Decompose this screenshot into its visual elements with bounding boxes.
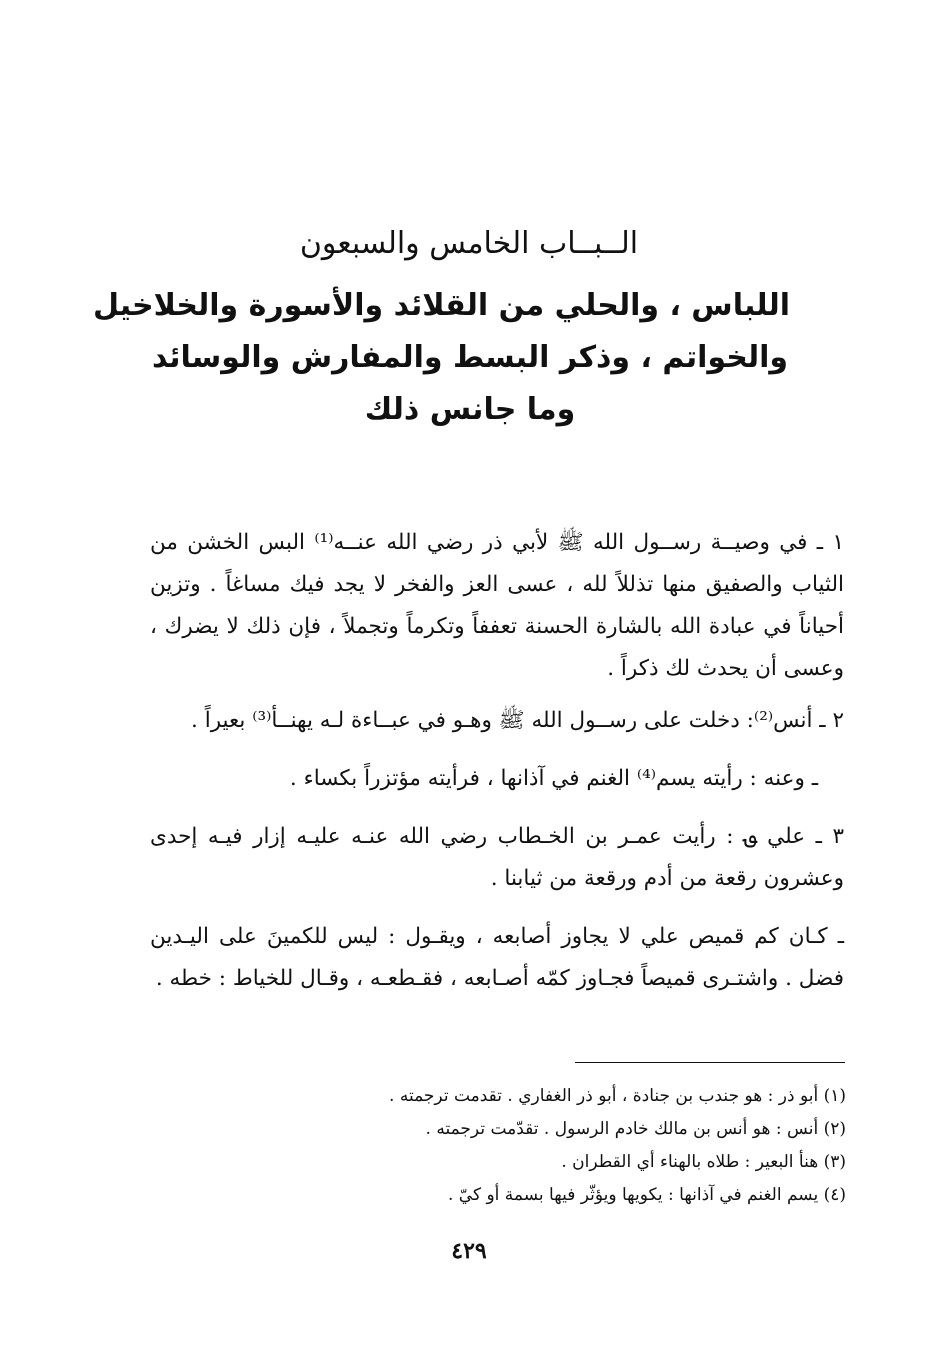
paragraph-3: ـ وعنه : رأيته يسم⁽⁴⁾ الغنم في آذانها ، فرأيته مؤتزراً بكساء . — [289, 766, 818, 791]
chapter-title — [92, 280, 790, 436]
paragraph-5: ـ كـان كم قميص علي لا يجاوز أصابعه ، ويقـول : ليس للكمينَ على اليـدين فضل . واشتـرى قميصاً فجـاوز كمّه أصـابعه ، فقـطعـه ، وقـال للخياط : خطه . — [150, 924, 844, 991]
paragraph-4: ٣ ـ علي ؈ : رأيت عمـر بن الخـطاب رضي الله عنـه عليـه إزار فيـه إحدى وعشرون رقعة من أدم ورقعة من ثيابنا . — [150, 824, 844, 891]
body-text — [150, 522, 844, 1000]
footnote-divider — [575, 1062, 845, 1063]
chapter-heading: الــبــاب الخامس والسبعون — [299, 226, 639, 261]
footnote-3: (٣) هنأ البعير : طلاه بالهناء أي القطران . — [561, 1152, 846, 1172]
page-number: ٤٢٩ — [451, 1238, 487, 1264]
footnotes — [300, 1080, 846, 1212]
footnote-1: (١) أبو ذر : هو جندب بن جنادة ، أبو ذر الغفاري . تقدمت ترجمته . — [389, 1086, 846, 1106]
footnote-4: (٤) يسم الغنم في آذانها : يكويها ويؤثّر فيها بسمة أو كيّ . — [448, 1185, 846, 1205]
footnote-2: (٢) أنس : هو أنس بن مالك خادم الرسول . تقدّمت ترجمته . — [425, 1119, 846, 1139]
paragraph-1: ١ ـ في وصيــة رســول الله ﷺ لأبي ذر رضي الله عنــه⁽¹⁾ البس الخشن من الثياب والصفيق منها تذللاً لله ، عسى العز والفخر لا يجد فيك مساغاً . وتزين أحياناً في عبادة الله بالشارة الحسنة تعففاً وتكرماً وتجملاً ، فإن ذلك لا يضرك ، وعسى أن يحدث لك ذكراً . — [150, 530, 844, 681]
chapter-title-line: والخواتم ، وذكر البسط والمفارش والوسائد — [151, 340, 789, 375]
chapter-title-line: وما جانس ذلك — [364, 392, 576, 427]
chapter-title-line: اللباس ، والحلي من القلائد والأسورة والخلاخيل — [92, 288, 790, 323]
paragraph-2: ٢ ـ أنس⁽²⁾: دخلت على رســول الله ﷺ وهـو في عبــاءة لـه يهنــأ⁽³⁾ بعيراً . — [191, 708, 844, 733]
